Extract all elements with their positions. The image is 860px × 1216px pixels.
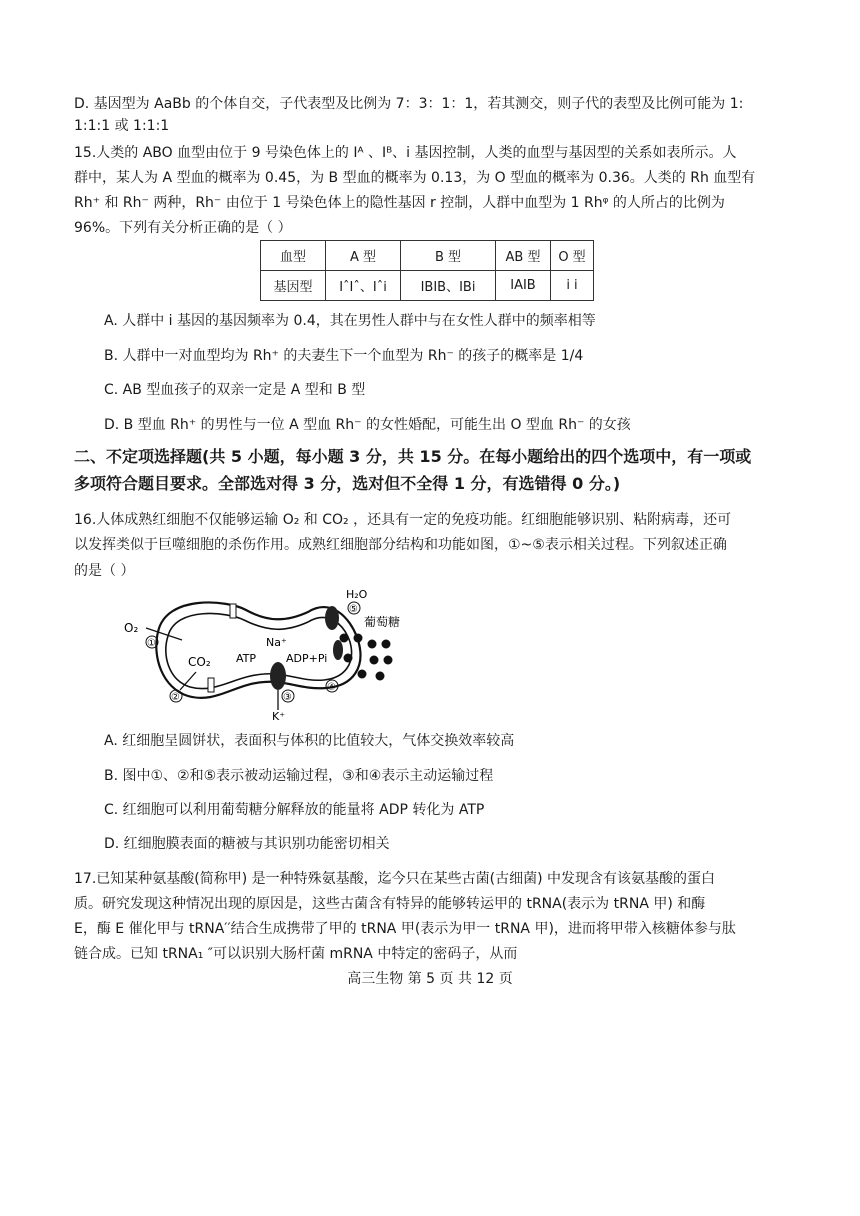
na-label: Na⁺ bbox=[266, 636, 287, 649]
question-17-line4: 链合成。已知 tRNA₁ ″可以识别大肠杆菌 mRNA 中特定的密码子，从而 bbox=[74, 946, 518, 962]
table-row bbox=[261, 271, 594, 301]
option-15d-prev-line1: D. 基因型为 AaBb 的个体自交，子代表型及比例为 7：3：1：1，若其测交，则子代的表型及比例可能为 1: bbox=[74, 96, 744, 112]
glucose-dot bbox=[344, 654, 353, 663]
na-k-pump bbox=[270, 662, 286, 690]
question-16-line2: 以发挥类似于巨噬细胞的杀伤作用。成熟红细胞部分结构和功能如图，①~⑤表示相关过程。下列叙述正确 bbox=[74, 537, 727, 553]
section-heading-line2: 多项符合题目要求。全部选对得 3 分，选对但不全得 1 分，有选错得 0 分。) bbox=[74, 474, 621, 493]
question-15-line2: 群中，某人为 A 型血的概率为 0.45，为 B 型血的概率为 0.13，为 O 型血的概率为 0.36。人类的 Rh 血型有 bbox=[74, 170, 756, 186]
glucose-dot bbox=[382, 640, 391, 649]
co2-label: CO₂ bbox=[188, 655, 211, 669]
glucose-dot bbox=[358, 670, 367, 679]
glucose-dot bbox=[340, 634, 349, 643]
option-15b: B. 人群中一对血型均为 Rh⁺ 的夫妻生下一个血型为 Rh⁻ 的孩子的概率是 1/4 bbox=[104, 348, 584, 364]
channel-a bbox=[230, 604, 236, 618]
h2o-label: H₂O bbox=[346, 588, 368, 601]
table-cell: IAIB bbox=[496, 271, 551, 301]
table-cell: A 型 bbox=[326, 241, 401, 271]
table-cell: O 型 bbox=[551, 241, 594, 271]
question-16-line1: 16.人体成熟红细胞不仅能够运输 O₂ 和 CO₂ ，还具有一定的免疫功能。红细胞能够识别、粘附病毒，还可 bbox=[74, 512, 732, 528]
option-15c: C. AB 型血孩子的双亲一定是 A 型和 B 型 bbox=[104, 382, 366, 398]
question-17-line3: E，酶 E 催化甲与 tRNA′′结合生成携带了甲的 tRNA 甲(表示为甲一 tRNA 甲)，进而将甲带入核糖体参与肽 bbox=[74, 921, 736, 937]
marker-3-label: ③ bbox=[283, 692, 292, 703]
question-17-line1: 17.已知某种氨基酸(简称甲) 是一种特殊氨基酸，迄今只在某些古菌(古细菌) 中发现含有该氨基酸的蛋白 bbox=[74, 871, 716, 887]
question-15-line4: 96%。下列有关分析正确的是（ ） bbox=[74, 220, 292, 236]
table-cell: 血型 bbox=[261, 241, 326, 271]
option-16d: D. 红细胞膜表面的糖被与其识别功能密切相关 bbox=[104, 836, 390, 852]
o2-label: O₂ bbox=[124, 621, 139, 635]
table-cell: AB 型 bbox=[496, 241, 551, 271]
blood-type-table bbox=[260, 240, 594, 301]
table-cell: IˆIˆ、Iˆi bbox=[326, 271, 401, 301]
glucose-dot bbox=[370, 656, 379, 665]
option-15a: A. 人群中 i 基因的基因频率为 0.4，其在男性人群中与在女性人群中的频率相等 bbox=[104, 313, 596, 329]
question-16-line3: 的是（ ） bbox=[74, 563, 135, 579]
marker-1-label: ① bbox=[147, 638, 156, 649]
glucose-dot bbox=[354, 634, 363, 643]
water-channel bbox=[325, 606, 339, 630]
marker-2-label: ② bbox=[171, 692, 180, 703]
page-footer: 高三生物 第 5 页 共 12 页 bbox=[347, 971, 513, 987]
question-17-line2: 质。研究发现这种情况出现的原因是，这些古菌含有特异的能够转运甲的 tRNA(表示为 tRNA 甲) 和酶 bbox=[74, 896, 706, 912]
adp-label: ADP+Pi bbox=[286, 652, 328, 665]
option-15d: D. B 型血 Rh⁺ 的男性与一位 A 型血 Rh⁻ 的女性婚配，可能生出 O 型血 Rh⁻ 的女孩 bbox=[104, 417, 631, 433]
glucose-dot bbox=[384, 656, 393, 665]
glucose-label: 葡萄糖 bbox=[364, 615, 401, 629]
marker-4-label: ④ bbox=[327, 682, 336, 693]
option-16b: B. 图中①、②和⑤表示被动运输过程，③和④表示主动运输过程 bbox=[104, 768, 494, 784]
question-15-line3: Rh⁺ 和 Rh⁻ 两种，Rh⁻ 由位于 1 号染色体上的隐性基因 r 控制，人群中血型为 1 Rhᵠ 的人所占的比例为 bbox=[74, 195, 725, 211]
atp-label: ATP bbox=[236, 652, 257, 665]
option-16a: A. 红细胞呈圆饼状，表面积与体积的比值较大，气体交换效率较高 bbox=[104, 733, 515, 749]
red-blood-cell-diagram bbox=[118, 586, 418, 722]
table-cell: i i bbox=[551, 271, 594, 301]
table-row bbox=[261, 241, 594, 271]
section-heading-line1: 二、不定项选择题(共 5 小题，每小题 3 分，共 15 分。在每小题给出的四个选项中，有一项或 bbox=[74, 447, 752, 466]
glucose-dot bbox=[368, 640, 377, 649]
k-label: K⁺ bbox=[272, 710, 286, 722]
glucose-carrier bbox=[333, 640, 343, 660]
marker-5-label: ⑤ bbox=[349, 604, 358, 615]
glucose-dot bbox=[376, 672, 385, 681]
table-cell: 基因型 bbox=[261, 271, 326, 301]
channel-b bbox=[208, 678, 214, 692]
table-cell: IBIB、IBi bbox=[401, 271, 496, 301]
option-16c: C. 红细胞可以利用葡萄糖分解释放的能量将 ADP 转化为 ATP bbox=[104, 802, 485, 818]
option-15d-prev-line2: 1:1:1 或 1:1:1 bbox=[74, 118, 170, 134]
question-15-line1: 15.人类的 ABO 血型由位于 9 号染色体上的 Iᴬ 、Iᴮ、i 基因控制，人类的血型与基因型的关系如表所示。人 bbox=[74, 145, 737, 161]
table-cell: B 型 bbox=[401, 241, 496, 271]
